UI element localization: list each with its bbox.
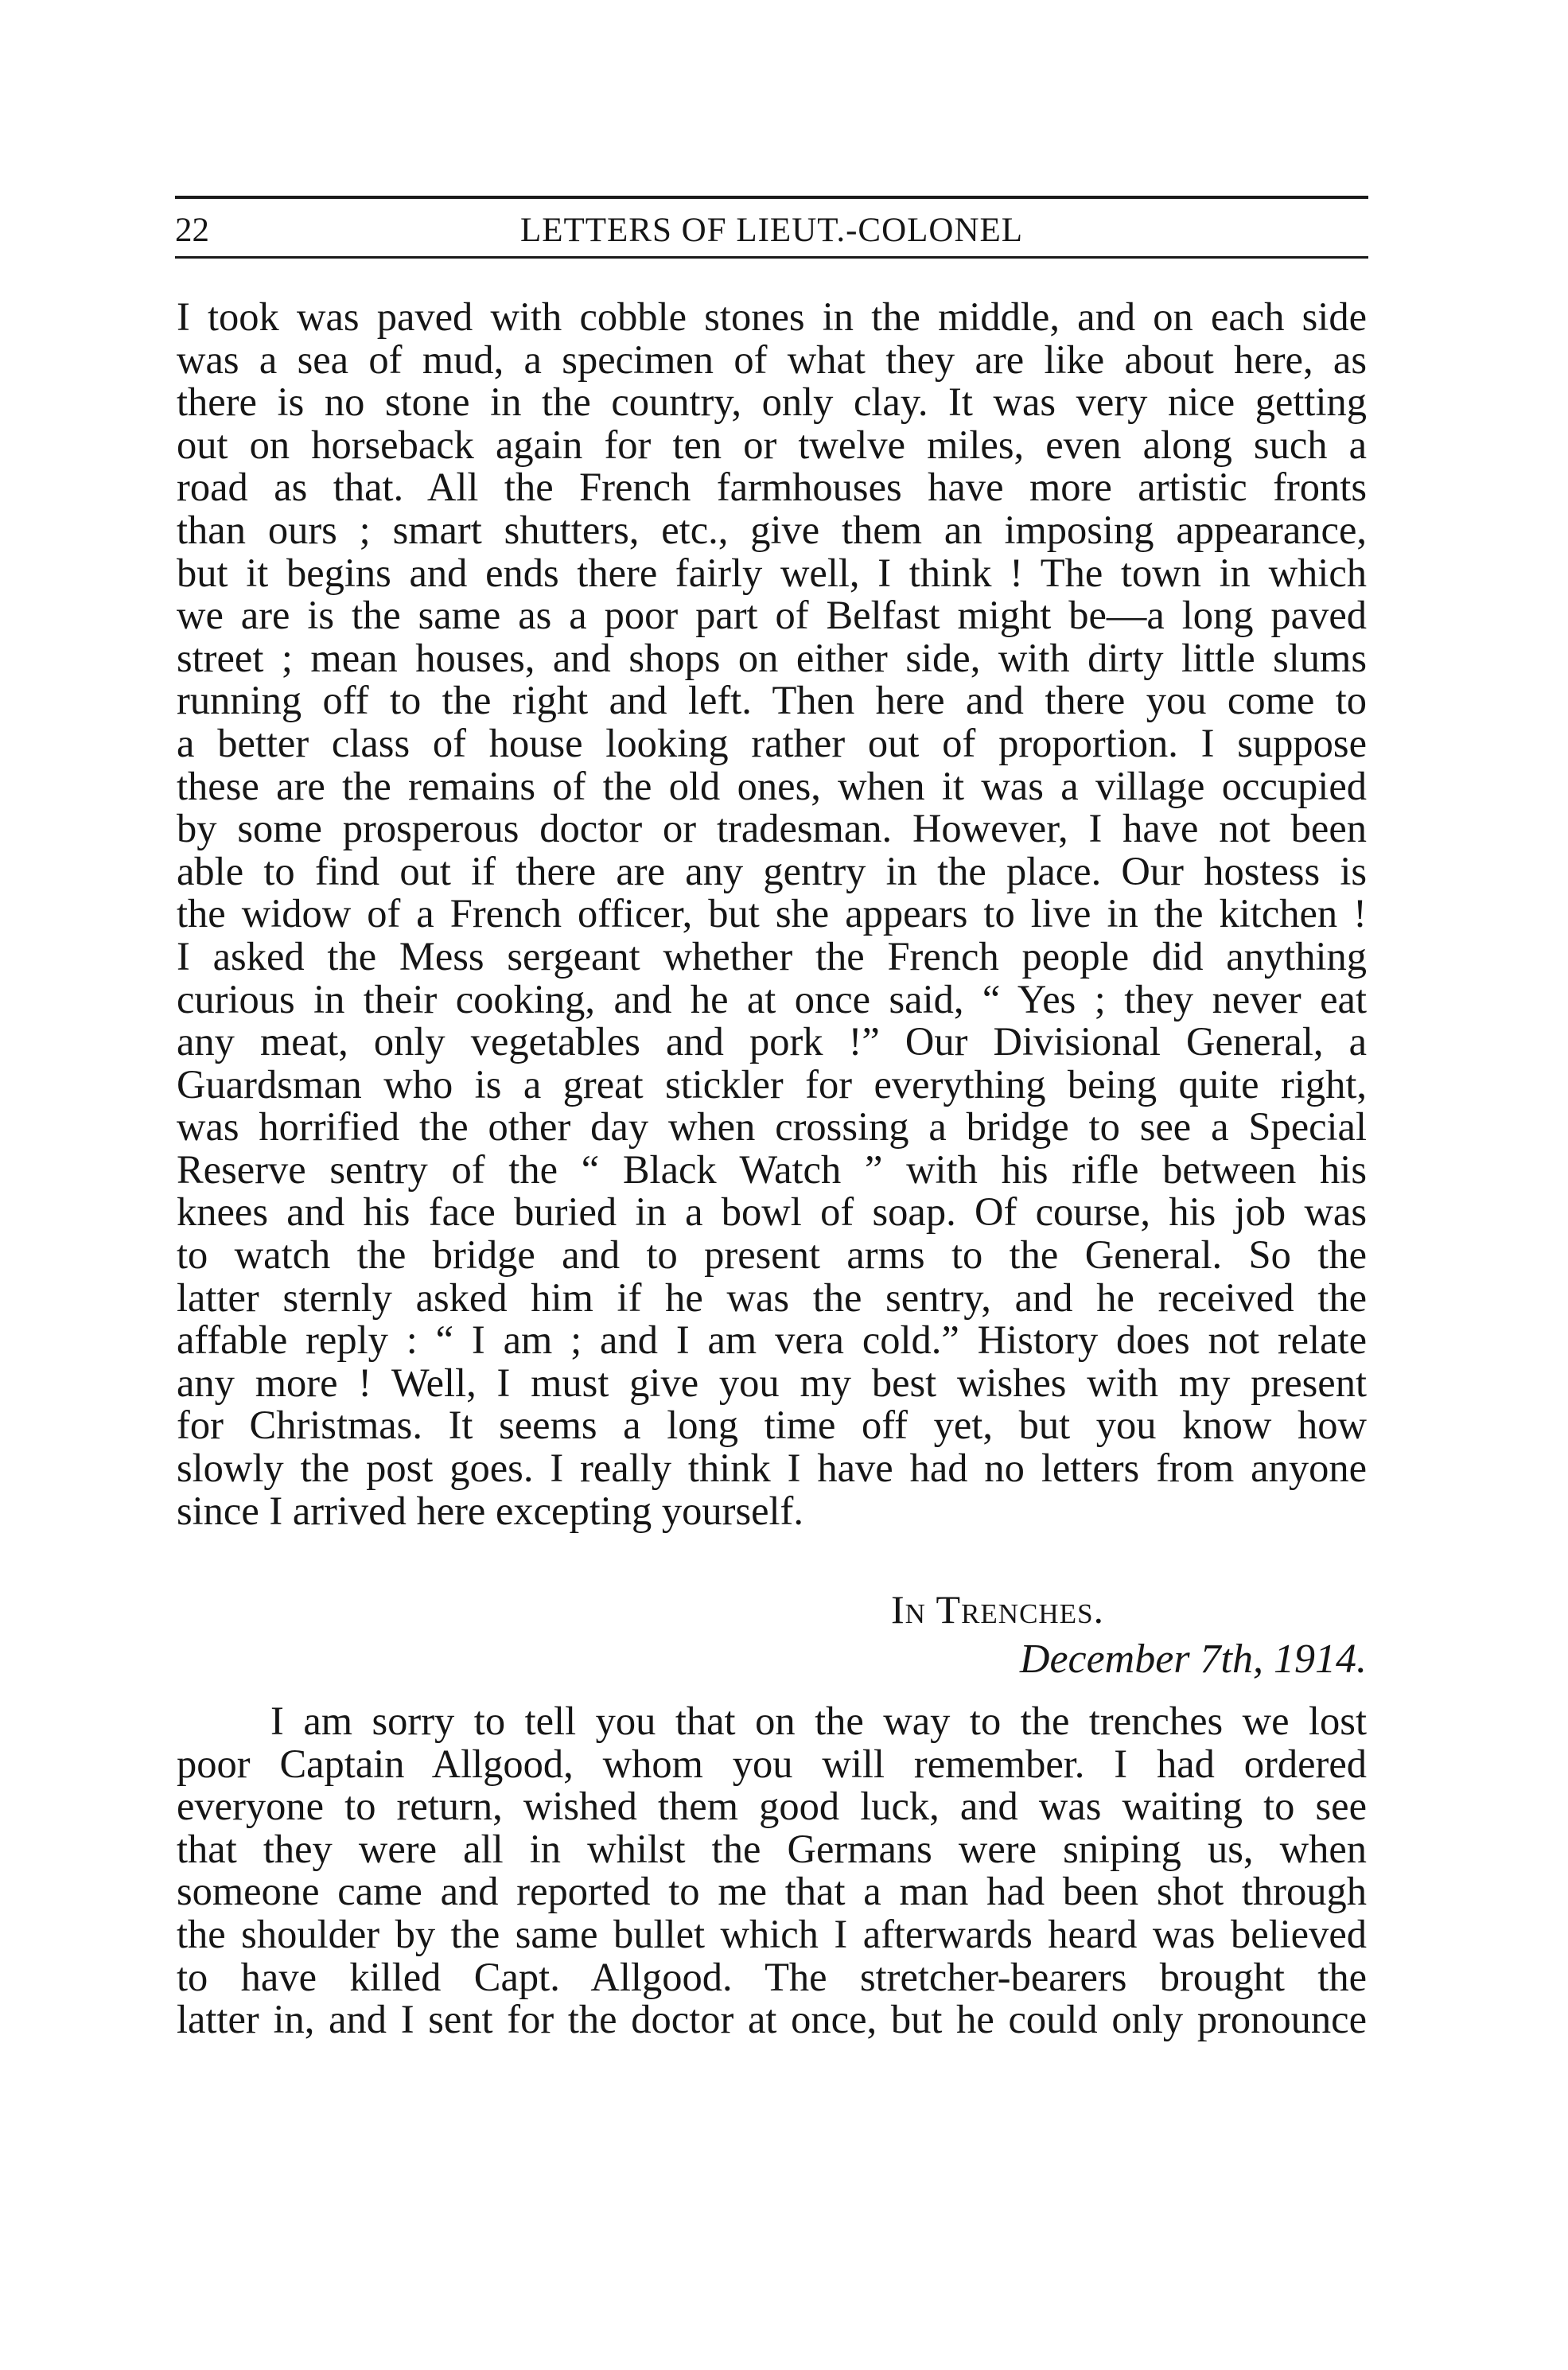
text-line: knees and his face buried in a bowl of soap. Of course, his job was xyxy=(177,1189,1367,1235)
text-line: we are is the same as a poor part of Belfast might be—a long paved xyxy=(177,593,1367,638)
text-line: latter in, and I sent for the doctor at once, but he could only pronounce xyxy=(177,1997,1367,2042)
text-line: than ours ; smart shutters, etc., give them an imposing appearance, xyxy=(177,507,1367,552)
text-line: a better class of house looking rather out of proportion. I suppose xyxy=(177,720,1367,765)
text-line: street ; mean houses, and shops on either side, with dirty little slums xyxy=(177,635,1367,680)
text-line: any more ! Well, I must give you my best wishes with my present xyxy=(177,1360,1367,1405)
text-line: everyone to return, wished them good luck, and was waiting to see xyxy=(177,1784,1367,1829)
text-line: poor Captain Allgood, whom you will remember. I had ordered xyxy=(177,1741,1367,1786)
header-bottom-rule xyxy=(175,256,1368,259)
text-line: the widow of a French officer, but she appears to live in the kitchen ! xyxy=(177,891,1367,936)
letter-date: December 7th, 1914. xyxy=(1019,1636,1367,1682)
text-line: I am sorry to tell you that on the way to the trenches we lost xyxy=(270,1699,1367,1743)
text-line: affable reply : “ I am ; and I am vera cold.” History does not relate xyxy=(177,1317,1367,1363)
text-line: someone came and reported to me that a man had been shot through xyxy=(177,1869,1367,1914)
text-line: latter sternly asked him if he was the sentry, and he received the xyxy=(177,1275,1367,1320)
text-line: since I arrived here excepting yourself. xyxy=(177,1488,804,1533)
text-line: was a sea of mud, a specimen of what they are like about here, as xyxy=(177,337,1367,382)
text-line: there is no stone in the country, only clay. It was very nice getting xyxy=(177,379,1367,425)
text-line: slowly the post goes. I really think I have had no letters from anyone xyxy=(177,1446,1367,1491)
text-line: the shoulder by the same bullet which I afterwards heard was believed xyxy=(177,1911,1367,1956)
text-line: curious in their cooking, and he at once said, “ Yes ; they never eat xyxy=(177,976,1367,1022)
text-line: but it begins and ends there fairly well, I think ! The town in which xyxy=(177,550,1367,595)
body-paragraph-2 xyxy=(177,1700,1367,2041)
body-paragraph-1 xyxy=(177,296,1367,1532)
text-line: I took was paved with cobble stones in the middle, and on each side xyxy=(177,294,1367,339)
text-line: Guardsman who is a great stickler for everything being quite right, xyxy=(177,1061,1367,1107)
text-line: able to find out if there are any gentry in the place. Our hostess is xyxy=(177,848,1367,893)
text-line: these are the remains of the old ones, when it was a village occupied xyxy=(177,763,1367,808)
text-line: that they were all in whilst the Germans were sniping us, when xyxy=(177,1826,1367,1871)
header-top-rule xyxy=(175,196,1368,199)
page-number: 22 xyxy=(175,212,209,249)
text-line: any meat, only vegetables and pork !” Our Divisional General, a xyxy=(177,1019,1367,1064)
text-line: Reserve sentry of the “ Black Watch ” with his rifle between his xyxy=(177,1146,1367,1192)
text-line: out on horseback again for ten or twelve miles, even along such a xyxy=(177,422,1367,467)
text-line: was horrified the other day when crossing a bridge to see a Special xyxy=(177,1104,1367,1150)
text-line: I asked the Mess sergeant whether the French people did anything xyxy=(177,933,1367,979)
letter-location: In Trenches. xyxy=(891,1587,1105,1632)
running-head: LETTERS OF LIEUT.-COLONEL xyxy=(519,212,1024,249)
text-line: by some prosperous doctor or tradesman. However, I have not been xyxy=(177,806,1367,851)
text-line: running off to the right and left. Then here and there you come to xyxy=(177,678,1367,723)
page-header xyxy=(175,208,1368,256)
text-line: to watch the bridge and to present arms to the General. So the xyxy=(177,1232,1367,1278)
text-line: to have killed Capt. Allgood. The stretcher-bearers brought the xyxy=(177,1954,1367,1999)
text-line: for Christmas. It seems a long time off yet, but you know how xyxy=(177,1403,1367,1448)
text-line: road as that. All the French farmhouses have more artistic fronts xyxy=(177,465,1367,510)
